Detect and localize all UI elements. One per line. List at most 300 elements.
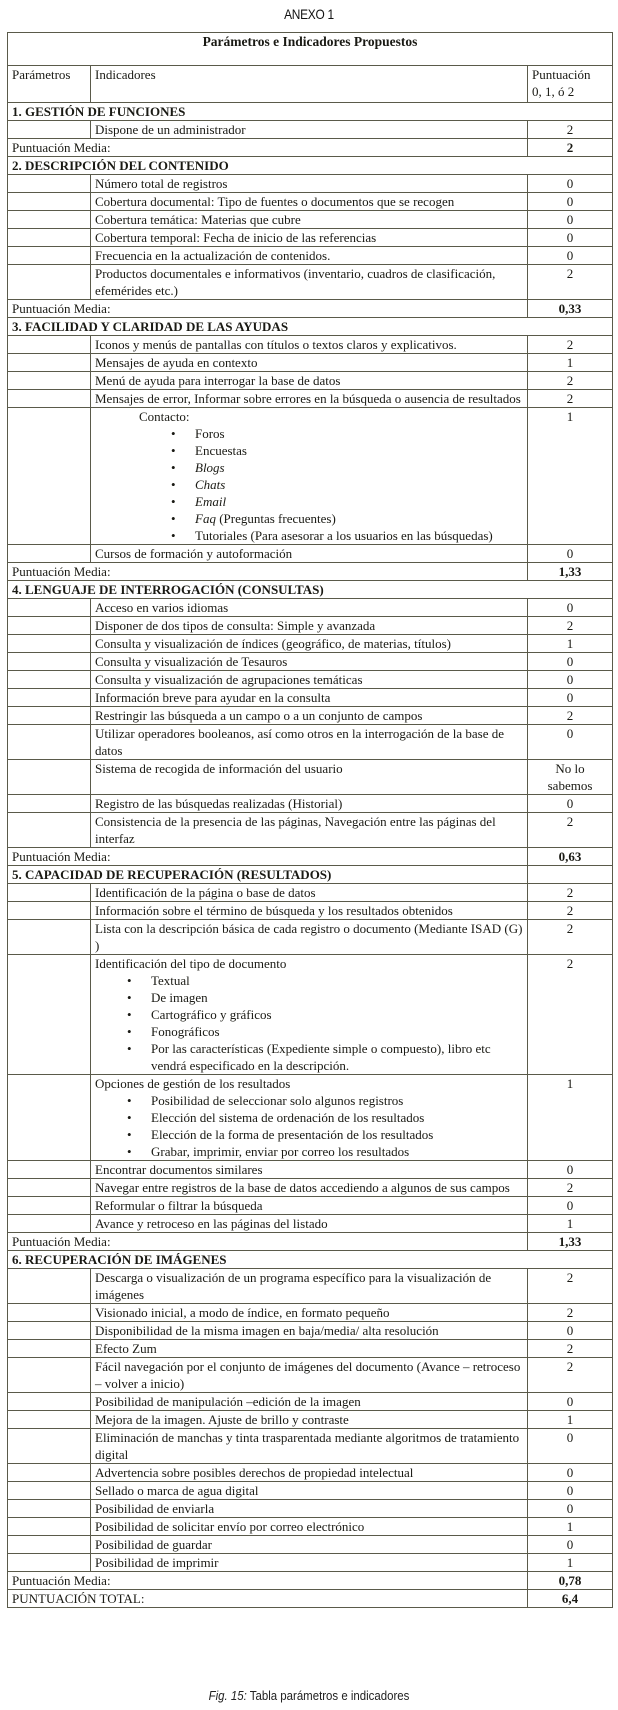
table-row bbox=[8, 1215, 613, 1233]
parameter-cell-empty bbox=[8, 1482, 91, 1500]
parameter-cell-empty bbox=[8, 265, 91, 300]
score-cell: 0 bbox=[528, 1161, 613, 1179]
indicator-text: Eliminación de manchas y tinta trasparentada mediante algoritmos de tratamiento digital bbox=[95, 1430, 520, 1462]
table-row bbox=[8, 725, 613, 760]
table-row bbox=[8, 1340, 613, 1358]
average-value: 0,33 bbox=[528, 300, 613, 318]
score-cell: 1 bbox=[528, 408, 613, 545]
section-header-row bbox=[8, 157, 613, 175]
indicator-bullet-list bbox=[95, 972, 523, 1074]
parameter-cell-empty bbox=[8, 1554, 91, 1572]
section-header-row bbox=[8, 103, 613, 121]
parameter-cell-empty bbox=[8, 211, 91, 229]
indicator-cell bbox=[91, 372, 528, 390]
score-cell: 0 bbox=[528, 229, 613, 247]
table-row bbox=[8, 1358, 613, 1393]
section-title: 2. DESCRIPCIÓN DEL CONTENIDO bbox=[8, 157, 613, 175]
indicator-text: Cobertura documental: Tipo de fuentes o documentos que se recogen bbox=[95, 194, 455, 209]
bullet-item bbox=[151, 989, 523, 1006]
indicator-text: Cobertura temporal: Fecha de inicio de las referencias bbox=[95, 230, 377, 245]
bullet-italic-text: Blogs bbox=[195, 460, 225, 475]
parameter-cell-empty bbox=[8, 1464, 91, 1482]
indicator-text: Posibilidad de enviarla bbox=[95, 1501, 215, 1516]
score-cell: 0 bbox=[528, 1322, 613, 1340]
score-cell: 2 bbox=[528, 265, 613, 300]
indicator-text: Posibilidad de imprimir bbox=[95, 1555, 219, 1570]
table-row bbox=[8, 1482, 613, 1500]
table-title: Parámetros e Indicadores Propuestos bbox=[8, 33, 613, 66]
parameter-cell-empty bbox=[8, 175, 91, 193]
table-row bbox=[8, 1197, 613, 1215]
indicator-cell bbox=[91, 1179, 528, 1197]
parameter-cell-empty bbox=[8, 725, 91, 760]
parameter-cell-empty bbox=[8, 372, 91, 390]
indicator-cell bbox=[91, 884, 528, 902]
table-row bbox=[8, 760, 613, 795]
score-cell: 2 bbox=[528, 336, 613, 354]
average-value: 1,33 bbox=[528, 1233, 613, 1251]
indicator-text: Sistema de recogida de información del usuario bbox=[95, 761, 343, 776]
parameter-cell-empty bbox=[8, 1500, 91, 1518]
parameter-cell-empty bbox=[8, 689, 91, 707]
bullet-item bbox=[195, 476, 523, 493]
section-header-row bbox=[8, 581, 613, 599]
bullet-italic-text: Faq bbox=[195, 511, 216, 526]
column-header-indicadores: Indicadores bbox=[91, 66, 528, 103]
indicator-cell bbox=[91, 795, 528, 813]
indicator-text: Opciones de gestión de los resultados bbox=[95, 1076, 291, 1091]
table-row bbox=[8, 354, 613, 372]
section-header-row bbox=[8, 1251, 613, 1269]
bullet-item bbox=[151, 972, 523, 989]
indicator-cell bbox=[91, 121, 528, 139]
indicator-text: Posibilidad de solicitar envío por correo electrónico bbox=[95, 1519, 365, 1534]
indicator-cell bbox=[91, 1161, 528, 1179]
bullet-text: Cartográfico y gráficos bbox=[151, 1007, 272, 1022]
indicator-cell bbox=[91, 1322, 528, 1340]
parameter-cell-empty bbox=[8, 617, 91, 635]
indicator-cell bbox=[91, 175, 528, 193]
indicator-cell bbox=[91, 760, 528, 795]
table-row bbox=[8, 635, 613, 653]
indicator-text: Información sobre el término de búsqueda y los resultados obtenidos bbox=[95, 903, 453, 918]
indicator-text: Iconos y menús de pantallas con títulos o textos claros y explicativos. bbox=[95, 337, 457, 352]
score-cell: 0 bbox=[528, 1429, 613, 1464]
indicator-text: Restringir las búsqueda a un campo o a un conjunto de campos bbox=[95, 708, 423, 723]
parameter-cell-empty bbox=[8, 1358, 91, 1393]
indicator-cell bbox=[91, 725, 528, 760]
table-row bbox=[8, 1536, 613, 1554]
parameter-cell-empty bbox=[8, 354, 91, 372]
score-cell: 0 bbox=[528, 671, 613, 689]
score-cell: 2 bbox=[528, 1179, 613, 1197]
average-label: Puntuación Media: bbox=[8, 1233, 528, 1251]
indicator-cell bbox=[91, 247, 528, 265]
parameter-cell-empty bbox=[8, 955, 91, 1075]
indicator-text: Menú de ayuda para interrogar la base de datos bbox=[95, 373, 341, 388]
average-value: 0,63 bbox=[528, 848, 613, 866]
indicator-cell bbox=[91, 1411, 528, 1429]
indicator-text: Mejora de la imagen. Ajuste de brillo y contraste bbox=[95, 1412, 349, 1427]
indicator-cell bbox=[91, 1269, 528, 1304]
score-cell: 2 bbox=[528, 902, 613, 920]
indicator-text: Número total de registros bbox=[95, 176, 228, 191]
table-row bbox=[8, 1500, 613, 1518]
indicator-cell bbox=[91, 920, 528, 955]
parameter-cell-empty bbox=[8, 1161, 91, 1179]
score-cell: 0 bbox=[528, 247, 613, 265]
parameter-cell-empty bbox=[8, 408, 91, 545]
parameter-cell-empty bbox=[8, 653, 91, 671]
table-row bbox=[8, 671, 613, 689]
average-row bbox=[8, 563, 613, 581]
bullet-item bbox=[195, 459, 523, 476]
indicator-cell bbox=[91, 265, 528, 300]
score-cell: 2 bbox=[528, 1358, 613, 1393]
score-cell: 0 bbox=[528, 653, 613, 671]
score-cell: 0 bbox=[528, 1500, 613, 1518]
score-cell: 0 bbox=[528, 795, 613, 813]
section-header-row bbox=[8, 866, 613, 884]
score-cell: 0 bbox=[528, 1197, 613, 1215]
indicator-text: Visionado inicial, a modo de índice, en formato pequeño bbox=[95, 1305, 390, 1320]
parameter-cell-empty bbox=[8, 1340, 91, 1358]
indicator-cell bbox=[91, 193, 528, 211]
indicator-text: Sellado o marca de agua digital bbox=[95, 1483, 259, 1498]
bullet-item bbox=[195, 493, 523, 510]
bullet-item bbox=[195, 510, 523, 527]
indicator-text: Consulta y visualización de Tesauros bbox=[95, 654, 288, 669]
indicator-cell bbox=[91, 653, 528, 671]
column-header-puntuacion: Puntuación 0, 1, ó 2 bbox=[528, 66, 613, 103]
indicator-cell bbox=[91, 1536, 528, 1554]
bullet-item bbox=[195, 527, 523, 544]
indicator-cell bbox=[91, 354, 528, 372]
bullet-item bbox=[151, 1040, 523, 1074]
parameter-cell-empty bbox=[8, 229, 91, 247]
parameter-cell-empty bbox=[8, 390, 91, 408]
indicator-text: Productos documentales e informativos (inventario, cuadros de clasificación, efemérides etc.) bbox=[95, 266, 496, 298]
indicator-text: Información breve para ayudar en la consulta bbox=[95, 690, 331, 705]
total-value: 6,4 bbox=[528, 1590, 613, 1608]
indicator-cell bbox=[91, 1518, 528, 1536]
indicator-text: Identificación del tipo de documento bbox=[95, 956, 287, 971]
parameter-cell-empty bbox=[8, 920, 91, 955]
table-row bbox=[8, 372, 613, 390]
indicator-cell bbox=[91, 671, 528, 689]
section-title: 5. CAPACIDAD DE RECUPERACIÓN (RESULTADOS) bbox=[8, 866, 528, 884]
table-row bbox=[8, 1075, 613, 1161]
table-row bbox=[8, 175, 613, 193]
bullet-item bbox=[195, 425, 523, 442]
table-row bbox=[8, 1304, 613, 1322]
indicator-cell bbox=[91, 1393, 528, 1411]
bullet-item bbox=[151, 1006, 523, 1023]
table-row bbox=[8, 1554, 613, 1572]
indicator-cell bbox=[91, 1075, 528, 1161]
table-row bbox=[8, 390, 613, 408]
figure-caption bbox=[37, 1688, 581, 1703]
table-row bbox=[8, 247, 613, 265]
indicator-text: Mensajes de ayuda en contexto bbox=[95, 355, 258, 370]
table-title-row bbox=[8, 33, 613, 66]
average-value: 2 bbox=[528, 139, 613, 157]
indicator-cell bbox=[91, 408, 528, 545]
indicator-cell bbox=[91, 1340, 528, 1358]
indicator-cell bbox=[91, 1215, 528, 1233]
indicator-text: Disponer de dos tipos de consulta: Simple y avanzada bbox=[95, 618, 376, 633]
score-cell: 0 bbox=[528, 1536, 613, 1554]
bullet-italic-text: Email bbox=[195, 494, 227, 509]
indicator-cell bbox=[91, 1482, 528, 1500]
indicator-text: Dispone de un administrador bbox=[95, 122, 246, 137]
table-row bbox=[8, 545, 613, 563]
indicator-cell bbox=[91, 229, 528, 247]
parameter-cell-empty bbox=[8, 760, 91, 795]
score-cell: 1 bbox=[528, 1518, 613, 1536]
score-cell: 0 bbox=[528, 689, 613, 707]
parameter-cell-empty bbox=[8, 795, 91, 813]
average-value: 1,33 bbox=[528, 563, 613, 581]
table-row bbox=[8, 902, 613, 920]
parameter-cell-empty bbox=[8, 599, 91, 617]
indicator-cell bbox=[91, 211, 528, 229]
parameter-cell-empty bbox=[8, 247, 91, 265]
score-cell: 2 bbox=[528, 372, 613, 390]
indicator-text: Consulta y visualización de agrupaciones temáticas bbox=[95, 672, 363, 687]
score-cell: 0 bbox=[528, 599, 613, 617]
indicator-text: Encontrar documentos similares bbox=[95, 1162, 263, 1177]
table-row bbox=[8, 1393, 613, 1411]
indicator-cell bbox=[91, 1464, 528, 1482]
total-row bbox=[8, 1590, 613, 1608]
table-row bbox=[8, 1322, 613, 1340]
parameter-cell-empty bbox=[8, 1429, 91, 1464]
indicator-text: Registro de las búsquedas realizadas (Historial) bbox=[95, 796, 343, 811]
bullet-text: Tutoriales (Para asesorar a los usuarios en las búsquedas) bbox=[195, 528, 493, 543]
score-cell: 2 bbox=[528, 813, 613, 848]
table-row bbox=[8, 689, 613, 707]
score-cell: 0 bbox=[528, 725, 613, 760]
average-row bbox=[8, 848, 613, 866]
average-label: Puntuación Media: bbox=[8, 300, 528, 318]
parameter-cell-empty bbox=[8, 1075, 91, 1161]
table-row bbox=[8, 336, 613, 354]
indicator-text: Reformular o filtrar la búsqueda bbox=[95, 1198, 263, 1213]
parameter-cell-empty bbox=[8, 884, 91, 902]
average-row bbox=[8, 139, 613, 157]
score-cell: 0 bbox=[528, 175, 613, 193]
indicator-text: Avance y retroceso en las páginas del listado bbox=[95, 1216, 328, 1231]
bullet-text: Fonográficos bbox=[151, 1024, 220, 1039]
parameter-cell-empty bbox=[8, 707, 91, 725]
score-cell: 0 bbox=[528, 1464, 613, 1482]
average-row bbox=[8, 1572, 613, 1590]
indicator-cell bbox=[91, 955, 528, 1075]
indicator-text: Lista con la descripción básica de cada registro o documento (Mediante ISAD (G) ) bbox=[95, 921, 523, 953]
score-cell: 2 bbox=[528, 884, 613, 902]
table-row bbox=[8, 211, 613, 229]
section-header-row bbox=[8, 318, 613, 336]
parameters-table bbox=[7, 32, 613, 1608]
column-header-row bbox=[8, 66, 613, 103]
indicator-cell bbox=[91, 707, 528, 725]
indicator-text: Descarga o visualización de un programa específico para la visualización de imágenes bbox=[95, 1270, 492, 1302]
score-cell: 2 bbox=[528, 617, 613, 635]
table-row bbox=[8, 1464, 613, 1482]
table-row bbox=[8, 617, 613, 635]
indicator-cell bbox=[91, 599, 528, 617]
table-row bbox=[8, 408, 613, 545]
bullet-item bbox=[151, 1126, 523, 1143]
table-row bbox=[8, 1518, 613, 1536]
section-title: 6. RECUPERACIÓN DE IMÁGENES bbox=[8, 1251, 613, 1269]
indicator-bullet-list bbox=[95, 425, 523, 544]
score-cell: 0 bbox=[528, 545, 613, 563]
average-value: 0,78 bbox=[528, 1572, 613, 1590]
table-row bbox=[8, 920, 613, 955]
bullet-text: Encuestas bbox=[195, 443, 247, 458]
bullet-text: Posibilidad de seleccionar solo algunos registros bbox=[151, 1093, 404, 1108]
section-score-empty bbox=[528, 866, 613, 884]
parameter-cell-empty bbox=[8, 902, 91, 920]
score-cell: 2 bbox=[528, 121, 613, 139]
indicator-text: Contacto: bbox=[139, 409, 190, 424]
bullet-text: Textual bbox=[151, 973, 190, 988]
table-row bbox=[8, 813, 613, 848]
score-cell: 2 bbox=[528, 1304, 613, 1322]
annex-heading: ANEXO 1 bbox=[284, 6, 334, 22]
indicator-bullet-list bbox=[95, 1092, 523, 1160]
indicator-cell bbox=[91, 1304, 528, 1322]
score-cell: 2 bbox=[528, 955, 613, 1075]
indicator-text: Posibilidad de manipulación –edición de la imagen bbox=[95, 1394, 361, 1409]
table-row bbox=[8, 884, 613, 902]
bullet-text: Grabar, imprimir, enviar por correo los resultados bbox=[151, 1144, 410, 1159]
bullet-item bbox=[151, 1143, 523, 1160]
indicator-text: Mensajes de error, Informar sobre errores en la búsqueda o ausencia de resultados bbox=[95, 391, 521, 406]
bullet-text: (Preguntas frecuentes) bbox=[215, 511, 336, 526]
bullet-text: Foros bbox=[195, 426, 225, 441]
table-row bbox=[8, 795, 613, 813]
table-row bbox=[8, 1161, 613, 1179]
indicator-text: Fácil navegación por el conjunto de imágenes del documento (Avance – retroceso – volver a inicio) bbox=[95, 1359, 521, 1391]
score-cell: No lo sabemos bbox=[528, 760, 613, 795]
table-row bbox=[8, 955, 613, 1075]
indicator-cell bbox=[91, 1500, 528, 1518]
score-cell: 1 bbox=[528, 1554, 613, 1572]
parameter-cell-empty bbox=[8, 1393, 91, 1411]
parameter-cell-empty bbox=[8, 1269, 91, 1304]
score-cell: 0 bbox=[528, 1393, 613, 1411]
bullet-italic-text: Chats bbox=[195, 477, 226, 492]
indicator-text: Utilizar operadores booleanos, así como otros en la interrogación de la base de datos bbox=[95, 726, 504, 758]
average-label: Puntuación Media: bbox=[8, 563, 528, 581]
indicator-text: Frecuencia en la actualización de contenidos. bbox=[95, 248, 331, 263]
parameter-cell-empty bbox=[8, 1536, 91, 1554]
score-cell: 2 bbox=[528, 390, 613, 408]
bullet-text: De imagen bbox=[151, 990, 208, 1005]
table-row bbox=[8, 265, 613, 300]
score-cell: 1 bbox=[528, 354, 613, 372]
indicator-text: Cursos de formación y autoformación bbox=[95, 546, 293, 561]
table-row bbox=[8, 599, 613, 617]
table-row bbox=[8, 193, 613, 211]
bullet-item bbox=[195, 442, 523, 459]
table-row bbox=[8, 229, 613, 247]
parameter-cell-empty bbox=[8, 1322, 91, 1340]
bullet-text: Elección del sistema de ordenación de los resultados bbox=[151, 1110, 425, 1125]
parameter-cell-empty bbox=[8, 1411, 91, 1429]
parameter-cell-empty bbox=[8, 813, 91, 848]
indicator-cell bbox=[91, 336, 528, 354]
average-row bbox=[8, 1233, 613, 1251]
parameter-cell-empty bbox=[8, 336, 91, 354]
score-cell: 2 bbox=[528, 1340, 613, 1358]
score-cell: 0 bbox=[528, 193, 613, 211]
indicator-text: Navegar entre registros de la base de datos accediendo a algunos de sus campos bbox=[95, 1180, 510, 1195]
parameter-cell-empty bbox=[8, 193, 91, 211]
average-label: Puntuación Media: bbox=[8, 139, 528, 157]
parameter-cell-empty bbox=[8, 1304, 91, 1322]
average-row bbox=[8, 300, 613, 318]
indicator-cell bbox=[91, 635, 528, 653]
indicator-text: Advertencia sobre posibles derechos de propiedad intelectual bbox=[95, 1465, 414, 1480]
bullet-text: Por las características (Expediente simple o compuesto), libro etc vendrá especificado en la descripción. bbox=[151, 1041, 491, 1073]
table-row bbox=[8, 1411, 613, 1429]
score-cell: 1 bbox=[528, 1075, 613, 1161]
score-cell: 2 bbox=[528, 920, 613, 955]
parameter-cell-empty bbox=[8, 635, 91, 653]
column-header-parametros: Parámetros bbox=[8, 66, 91, 103]
caption-figure-label: Fig. 15: bbox=[208, 1688, 247, 1703]
section-title: 4. LENGUAJE DE INTERROGACIÓN (CONSULTAS) bbox=[8, 581, 613, 599]
indicator-cell bbox=[91, 545, 528, 563]
indicator-text: Consistencia de la presencia de las páginas, Navegación entre las páginas del interfaz bbox=[95, 814, 496, 846]
parameter-cell-empty bbox=[8, 671, 91, 689]
indicator-cell bbox=[91, 617, 528, 635]
parameter-cell-empty bbox=[8, 545, 91, 563]
bullet-text: Elección de la forma de presentación de los resultados bbox=[151, 1127, 434, 1142]
table-row bbox=[8, 707, 613, 725]
section-title: 1. GESTIÓN DE FUNCIONES bbox=[8, 103, 613, 121]
indicator-cell bbox=[91, 1429, 528, 1464]
indicator-cell bbox=[91, 390, 528, 408]
total-label: PUNTUACIÓN TOTAL: bbox=[8, 1590, 528, 1608]
indicator-text: Disponibilidad de la misma imagen en baja/media/ alta resolución bbox=[95, 1323, 439, 1338]
bullet-item bbox=[151, 1092, 523, 1109]
bullet-item bbox=[151, 1109, 523, 1126]
table-row bbox=[8, 1179, 613, 1197]
indicator-text: Cobertura temática: Materias que cubre bbox=[95, 212, 301, 227]
indicator-cell bbox=[91, 1554, 528, 1572]
score-cell: 2 bbox=[528, 1269, 613, 1304]
score-cell: 0 bbox=[528, 211, 613, 229]
parameter-cell-empty bbox=[8, 1179, 91, 1197]
parameter-cell-empty bbox=[8, 1518, 91, 1536]
indicator-cell bbox=[91, 689, 528, 707]
indicator-text: Efecto Zum bbox=[95, 1341, 157, 1356]
table-row bbox=[8, 121, 613, 139]
score-cell: 0 bbox=[528, 1482, 613, 1500]
table-row bbox=[8, 1269, 613, 1304]
indicator-cell bbox=[91, 1358, 528, 1393]
indicator-text: Acceso en varios idiomas bbox=[95, 600, 229, 615]
table-row bbox=[8, 653, 613, 671]
indicator-cell bbox=[91, 813, 528, 848]
indicator-cell bbox=[91, 1197, 528, 1215]
score-cell: 1 bbox=[528, 1411, 613, 1429]
